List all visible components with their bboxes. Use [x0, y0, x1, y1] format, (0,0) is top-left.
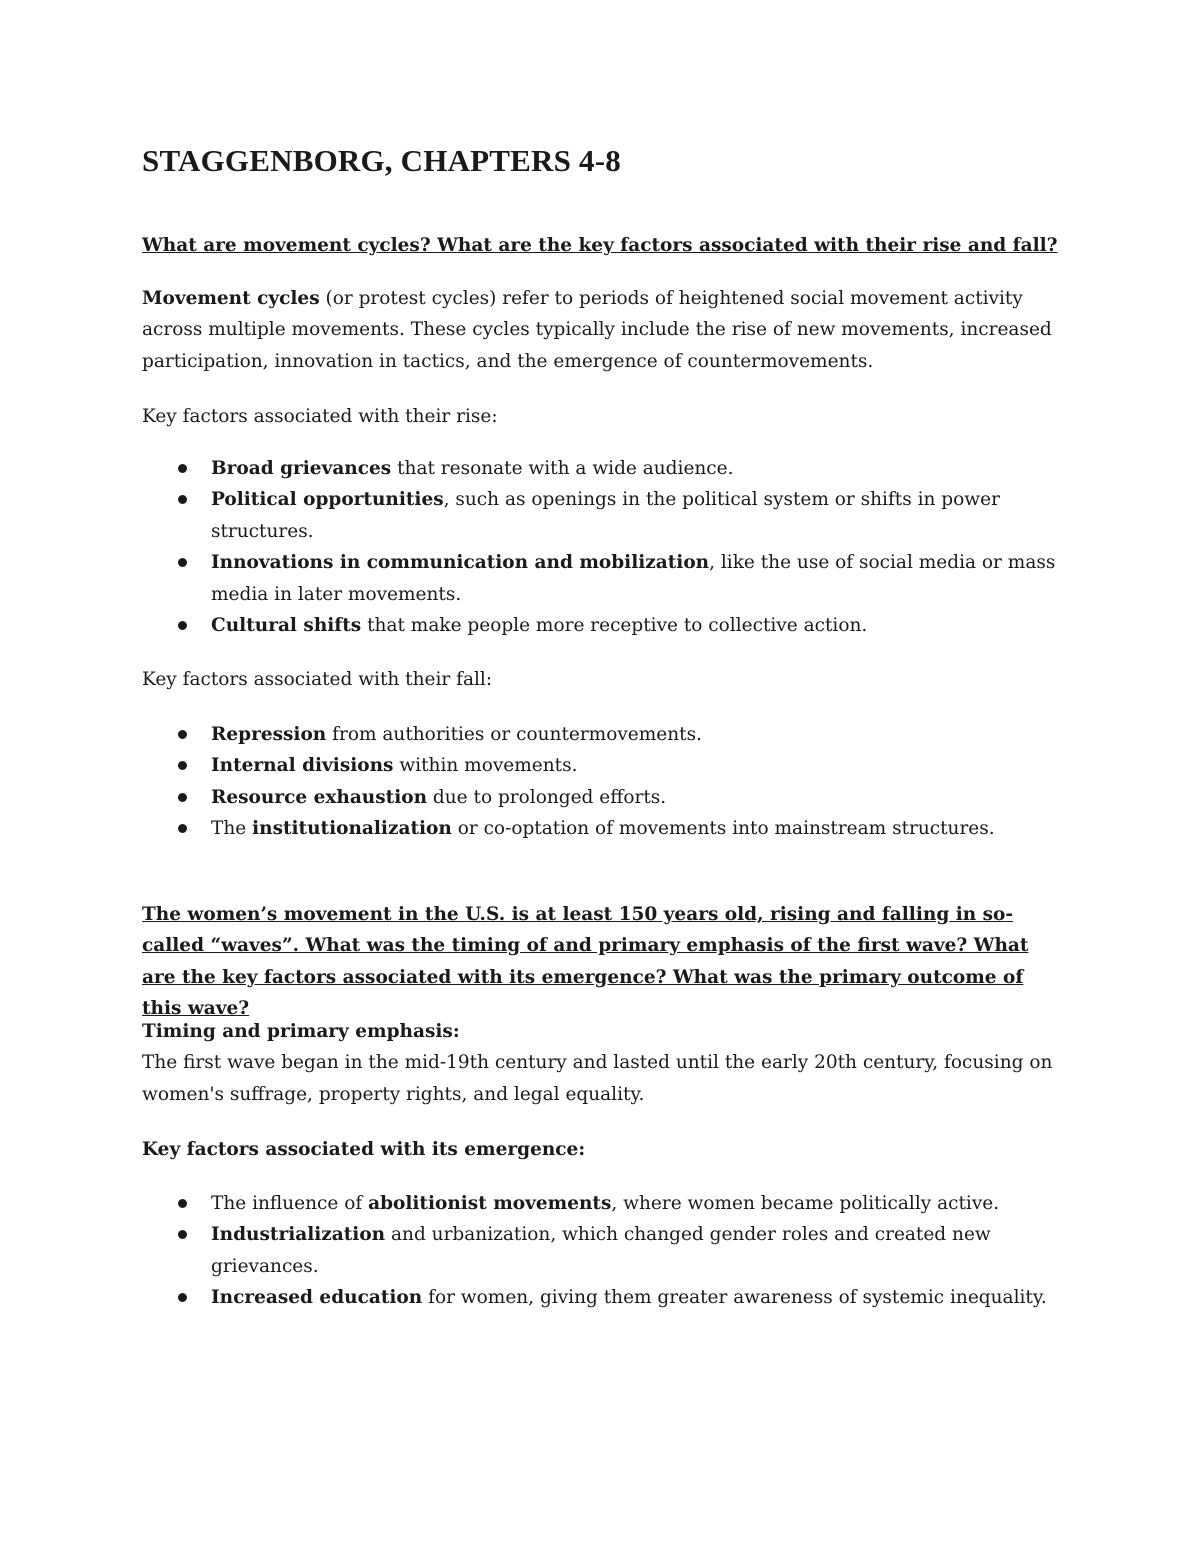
definition-text: (or protest cycles) refer to periods of heightened social movement activity across multiple movements. These cycles typically include the rise of new movements, increased participation, innovation in tactics, and the emergence of countermovements. — [142, 288, 1052, 372]
list-item: Industrialization and urbanization, which changed gender roles and created new grievances. — [142, 1219, 1062, 1282]
bullet-icon — [178, 730, 187, 739]
rise-list — [142, 453, 1062, 641]
list-item: Cultural shifts that make people more receptive to collective action. — [142, 610, 1062, 641]
bullet-icon — [178, 464, 187, 473]
list-item: Increased education for women, giving them greater awareness of systemic inequality. — [142, 1282, 1062, 1313]
rise-label: Key factors associated with their rise: — [142, 406, 498, 427]
bullet-icon — [178, 1230, 187, 1239]
fall-label: Key factors associated with their fall: — [142, 669, 493, 690]
list-item: Resource exhaustion due to prolonged efforts. — [142, 782, 1062, 813]
timing-heading: Timing and primary emphasis: — [142, 1021, 460, 1042]
bullet-icon — [178, 793, 187, 802]
list-item: Internal divisions within movements. — [142, 750, 1062, 781]
question-2-text: The women’s movement in the U.S. is at least 150 years old, rising and falling in so-called “waves”. What was the timing of and primary emphasis of the first wave? What are the key factors associated with its emergence? What was the primary outcome of this wave? — [142, 904, 1029, 1020]
question-2 — [142, 899, 1062, 1025]
bullet-icon — [178, 761, 187, 770]
timing-section — [142, 1016, 1062, 1110]
timing-text: The first wave began in the mid-19th century and lasted until the early 20th century, focusing on women's suffrage, property rights, and legal equality. — [142, 1052, 1053, 1105]
bullet-icon — [178, 621, 187, 630]
question-1 — [142, 230, 1062, 261]
fall-list — [142, 719, 1062, 845]
definition-paragraph — [142, 283, 1062, 377]
bullet-icon — [178, 824, 187, 833]
document-title: STAGGENBORG, CHAPTERS 4-8 — [142, 143, 621, 178]
bullet-icon — [178, 558, 187, 567]
list-item: The institutionalization or co-optation of movements into mainstream structures. — [142, 813, 1062, 844]
bullet-icon — [178, 495, 187, 504]
emergence-heading: Key factors associated with its emergence: — [142, 1139, 586, 1160]
list-item: Political opportunities, such as openings in the political system or shifts in power structures. — [142, 484, 1062, 547]
emergence-list — [142, 1188, 1062, 1314]
bullet-icon — [178, 1293, 187, 1302]
bullet-icon — [178, 1199, 187, 1208]
definition-term: Movement cycles — [142, 288, 320, 309]
list-item: Broad grievances that resonate with a wide audience. — [142, 453, 1062, 484]
list-item: The influence of abolitionist movements, where women became politically active. — [142, 1188, 1062, 1219]
question-1-text: What are movement cycles? What are the key factors associated with their rise and fall? — [142, 235, 1058, 256]
list-item: Repression from authorities or countermovements. — [142, 719, 1062, 750]
list-item: Innovations in communication and mobilization, like the use of social media or mass media in later movements. — [142, 547, 1062, 610]
